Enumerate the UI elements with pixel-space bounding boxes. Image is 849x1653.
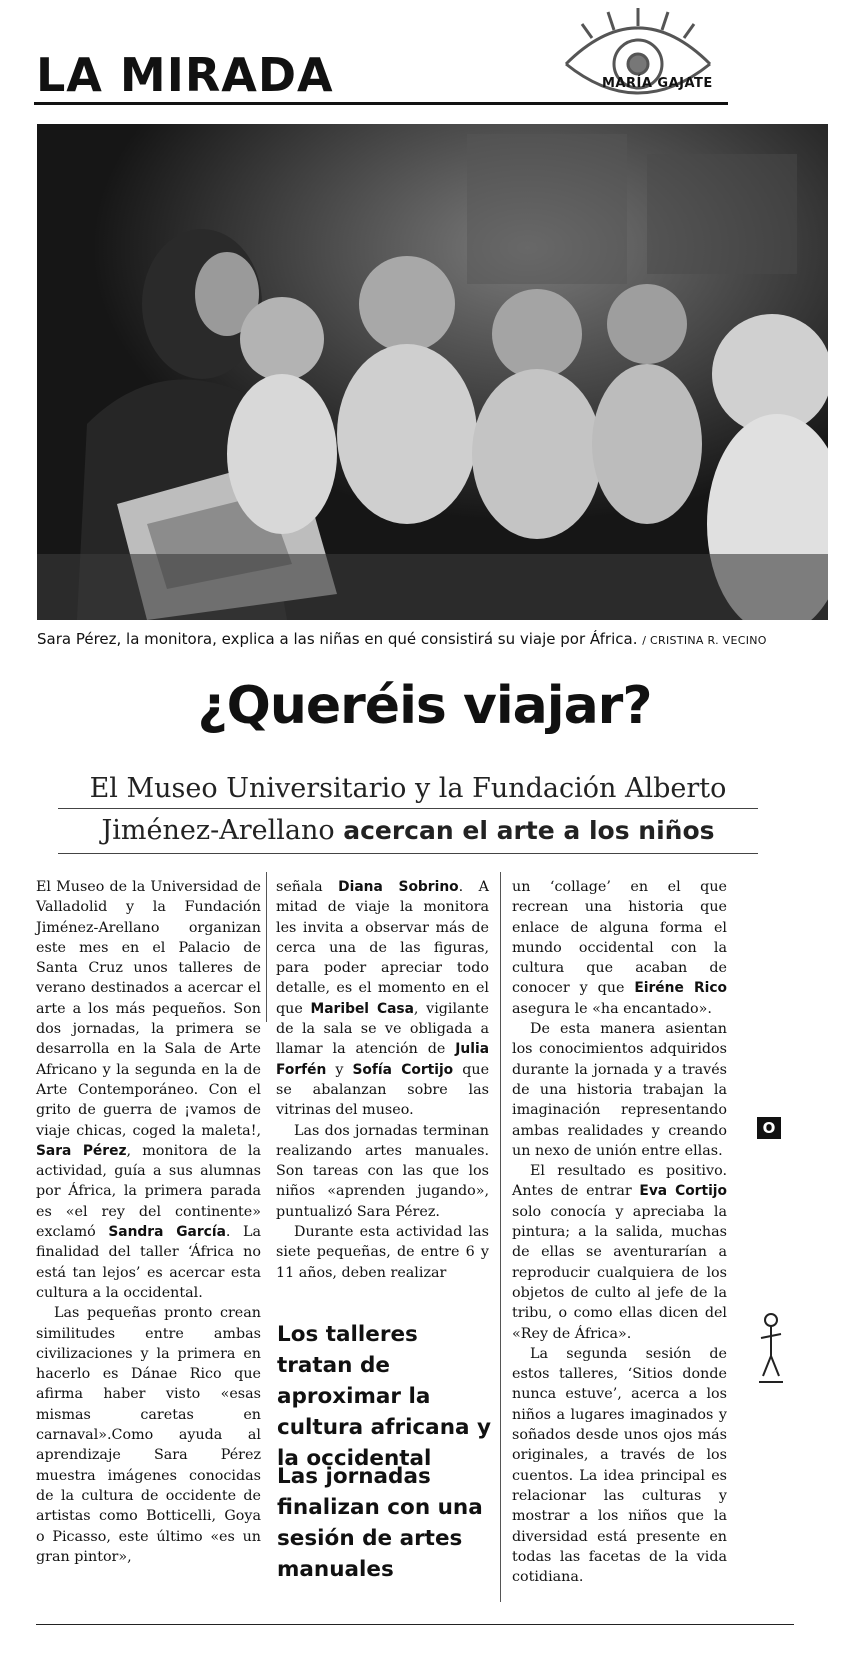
person-name: Maribel Casa — [310, 1000, 414, 1017]
bottom-rule — [36, 1624, 794, 1625]
column-separator — [500, 872, 501, 1602]
person-name: Diana Sobrino — [338, 879, 459, 895]
article-photo — [37, 124, 828, 620]
headline: ¿Queréis viajar? — [197, 676, 652, 736]
paragraph — [512, 1161, 727, 1344]
person-name: Julia Forfén — [276, 1041, 490, 1078]
text-run: El Museo de la Universidad de Valladolid y la Fundación Jiménez-Arellano organizan este mes en el Palacio de Santa Cruz unos talleres de verano destinados a acercar el arte a los más pequeños. Son dos jornadas, la primera se desarrolla en la Sala de Arte Africano y la segunda en la de Arte Contemporáneo. Con el grito de guerra de ¡vamos de viaje chicas, coged la maleta!, — [36, 879, 261, 1139]
column-separator — [266, 872, 267, 1022]
text-run: , monitora de la actividad, guía a sus alumnas por África, la primera parada es «el rey del continente» exclamó — [36, 1142, 261, 1241]
caption-text: Sara Pérez, la monitora, explica a las niñas en qué consistirá su viaje por África. — [37, 630, 638, 648]
text-run: . A mitad de viaje la monitora les invita a observar más de cerca una de las figuras, para poder apreciar todo detalle, es el momento en el que — [276, 879, 489, 1017]
subhead-line-1: El Museo Universitario y la Fundación Alberto — [89, 773, 727, 804]
subhead-plain: Jiménez-Arellano — [101, 815, 335, 846]
author-byline: MARÍA GAJATE — [602, 76, 713, 91]
paragraph: La segunda sesión de estos talleres, ‘Sitios donde nunca estuve’, acerca a los niños a lugares imaginados y soñados desde unos ojos más originales, a través de los cuentos. La idea principal es relacionar las culturas y mostrar a los niños que la diversidad está presente en todas las facetas de la vida cotidiana. — [512, 1345, 727, 1586]
person-name: Eva Cortijo — [639, 1183, 728, 1200]
text-run: El resultado es positivo. Antes de entrar — [512, 1163, 727, 1200]
text-run: . La finalidad del taller ‘África no está tan lejos’ es acercar esta cultura a la occidental. — [36, 1224, 262, 1301]
doodle-figure-icon — [757, 1310, 787, 1390]
paragraph — [512, 877, 727, 1019]
person-name: Sandra García — [108, 1224, 226, 1241]
text-run: y — [335, 1061, 344, 1078]
side-o-icon: O — [757, 1117, 781, 1139]
text-run: un ‘collage’ en el que recrean una historia que enlace de alguna forma el mundo occidental con la cultura que acaban de conocer y que — [512, 879, 727, 997]
subhead-line-2 — [58, 810, 758, 852]
text-run: señala — [276, 879, 323, 895]
person-name: Sara Pérez — [36, 1142, 127, 1159]
photo-illustration — [37, 124, 828, 620]
pull-quote-1: Los talleres tratan de aproximar la cultura africana y la occidental — [277, 1322, 492, 1471]
section-title: LA MIRADA — [36, 48, 334, 102]
text-run: asegura le «ha encantado». — [512, 1000, 712, 1017]
column-1 — [36, 877, 261, 1567]
person-name: Sofía Cortijo — [352, 1061, 454, 1078]
paragraph: Las pequeñas pronto crean similitudes entre ambas civilizaciones y la primera en hacerlo es Dánae Rico que afirma haber visto «esas mismas caretas en carnaval».Como ayuda al aprendizaje Sara Pérez muestra imágenes conocidas de la cultura de occidente de artistas como Botticelli, Goya o Picasso, este último «es un gran pintor», — [36, 1305, 261, 1565]
pull-quote-2: Las jornadas finalizan con una sesión de artes manuales — [277, 1464, 483, 1582]
text-run: que se abalanzan sobre las vitrinas del museo. — [276, 1061, 490, 1119]
subheadline — [58, 768, 758, 852]
text-run: solo conocía y apreciaba la pintura; a la salida, muchas de ellas se aventurarían a reproducir cualquiera de los objetos de culto al jefe de la tribu, o como ellas dicen del «Rey de África». — [512, 1203, 727, 1342]
eye-logo-icon — [548, 2, 728, 110]
subhead-rule-1 — [58, 808, 758, 809]
paragraph — [276, 877, 489, 1121]
paragraph: De esta manera asientan los conocimientos adquiridos durante la jornada y a través de una historia trabajan la imaginación representando ambas realidades y creando un nexo de unión entre ellas. — [512, 1021, 727, 1159]
subhead-bold: acercan el arte a los niños — [343, 816, 715, 845]
photo-credit: / CRISTINA R. VECINO — [642, 634, 767, 647]
photo-caption — [37, 630, 767, 648]
person-name: Eiréne Rico — [634, 980, 728, 997]
text-run: , vigilante de la sala se ve obligada a llamar la atención de — [276, 1000, 490, 1058]
column-2 — [276, 877, 489, 1283]
paragraph: Las dos jornadas terminan realizando artes manuales. Son tareas con las que los niños «aprenden jugando», puntualizó Sara Pérez. — [276, 1122, 489, 1220]
subhead-rule-2 — [58, 853, 758, 854]
column-3 — [512, 877, 727, 1587]
paragraph: Durante esta actividad las siete pequeñas, de entre 6 y 11 años, deben realizar — [276, 1224, 489, 1281]
paragraph — [36, 877, 261, 1303]
header-rule — [34, 102, 728, 105]
